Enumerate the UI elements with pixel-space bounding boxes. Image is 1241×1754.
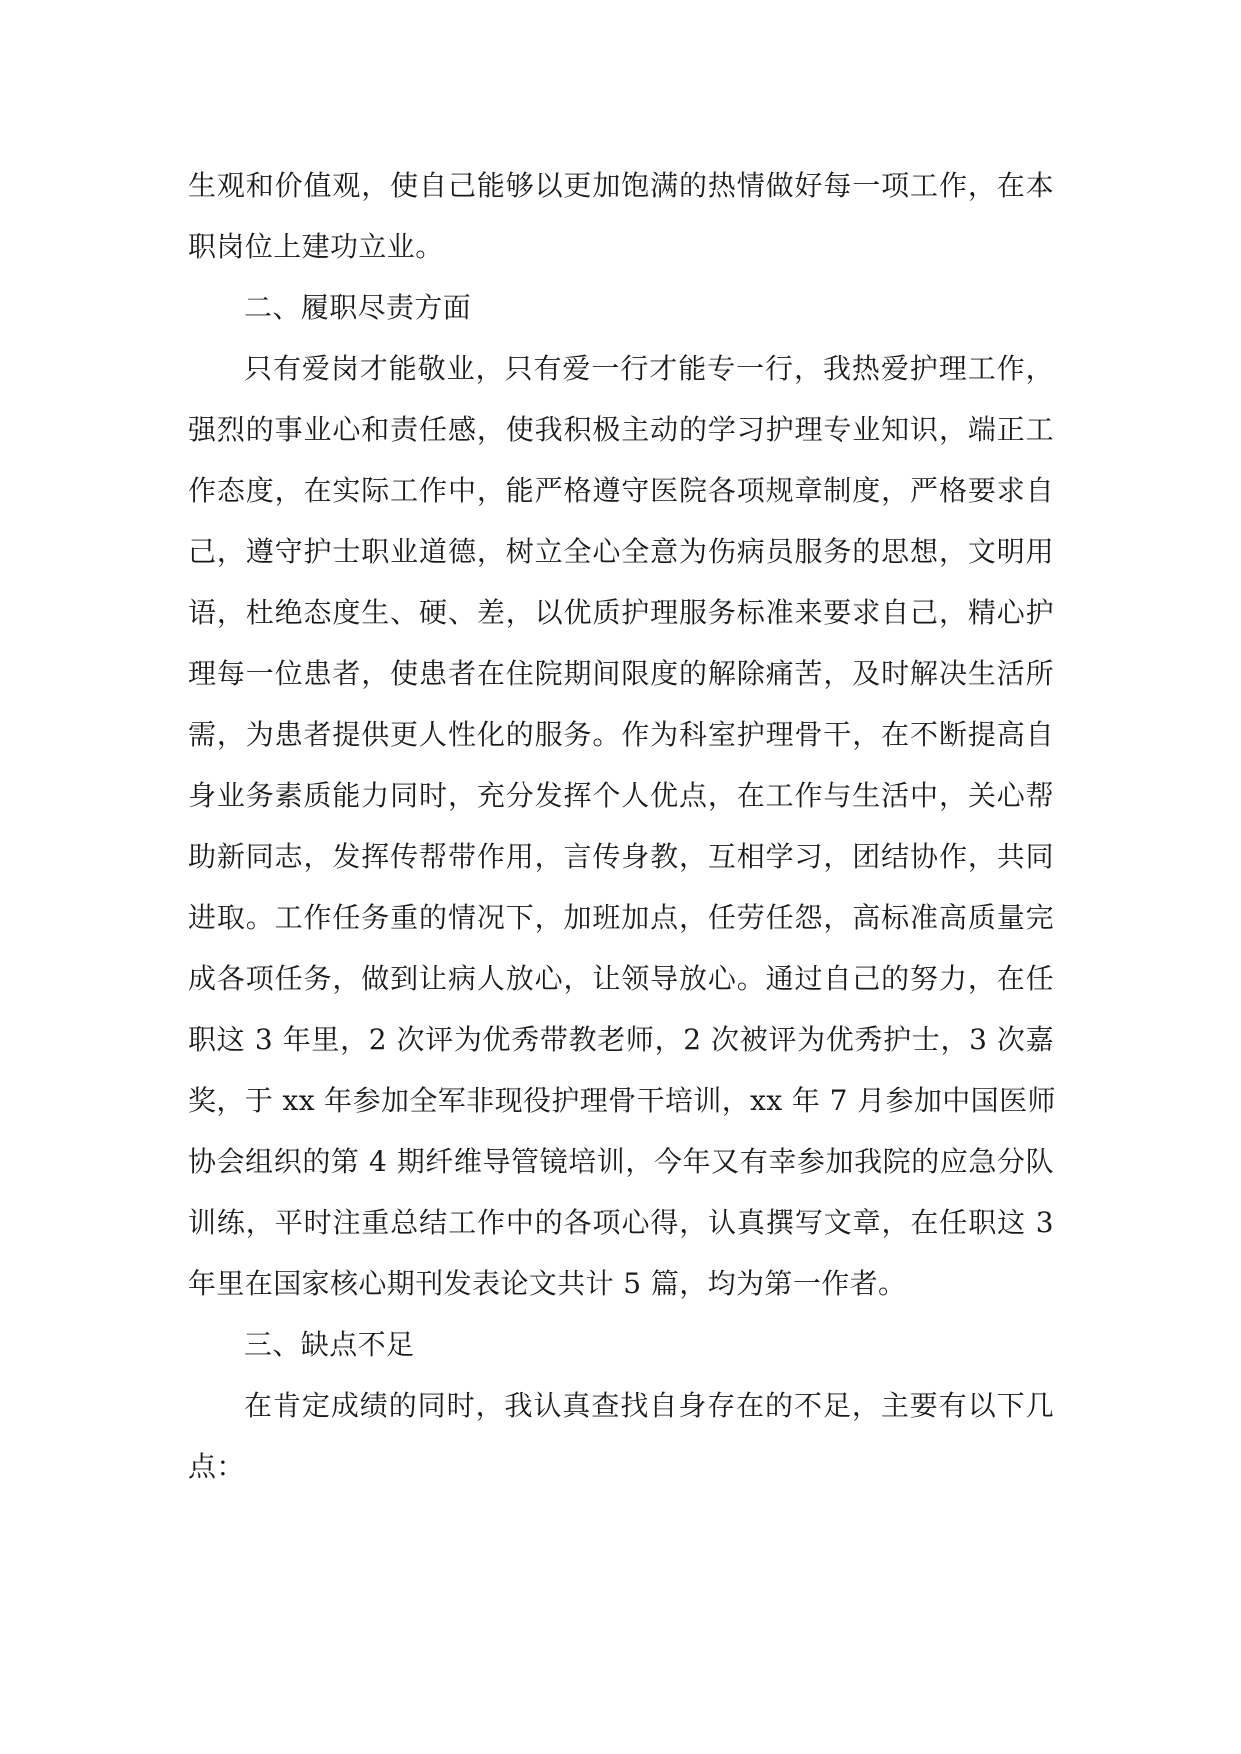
text-line: 进取。工作任务重的情况下，加班加点，任劳任怨，高标准高质量完: [188, 901, 1054, 934]
section-heading-shortcomings: [188, 1314, 1054, 1375]
heading-text: 三、缺点不足: [244, 1328, 415, 1361]
text-line: 职这 3 年里，2 次评为优秀带教老师，2 次被评为优秀护士，3 次嘉: [188, 1023, 1054, 1056]
text-line: 理每一位患者，使患者在住院期间限度的解除痛苦，及时解决生活所: [188, 657, 1054, 690]
text-line: 需，为患者提供更人性化的服务。作为科室护理骨干，在不断提高自: [188, 718, 1054, 751]
text-line: 职岗位上建功立业。: [188, 230, 444, 263]
text-line: 年里在国家核心期刊发表论文共计 5 篇，均为第一作者。: [188, 1267, 907, 1300]
text-line: 身业务素质能力同时，充分发挥个人优点，在工作与生活中，关心帮: [188, 779, 1054, 812]
text-line: 强烈的事业心和责任感，使我积极主动的学习护理专业知识，端正工: [188, 413, 1054, 446]
text-line: 成各项任务，做到让病人放心，让领导放心。通过自己的努力，在任: [188, 962, 1054, 995]
document-body: [188, 155, 1054, 1497]
paragraph-continuation: [188, 155, 1054, 277]
text-line: 协会组织的第 4 期纤维导管镜培训，今年又有幸参加我院的应急分队: [188, 1145, 1054, 1178]
section-heading-duties: [188, 277, 1054, 338]
text-line: 作态度，在实际工作中，能严格遵守医院各项规章制度，严格要求自: [188, 474, 1054, 507]
text-line: 语，杜绝态度生、硬、差，以优质护理服务标准来要求自己，精心护: [188, 596, 1054, 629]
text-line: 助新同志，发挥传帮带作用，言传身教，互相学习，团结协作，共同: [188, 840, 1054, 873]
text-line: 训练，平时注重总结工作中的各项心得，认真撰写文章，在任职这 3: [188, 1206, 1054, 1239]
paragraph-duties: [188, 338, 1054, 1314]
text-line: 生观和价值观，使自己能够以更加饱满的热情做好每一项工作，在本: [188, 169, 1054, 202]
text-line: 己，遵守护士职业道德，树立全心全意为伤病员服务的思想，文明用: [188, 535, 1054, 568]
paragraph-shortcomings: [188, 1375, 1054, 1497]
heading-text: 二、履职尽责方面: [244, 291, 472, 324]
text-line: 奖，于 xx 年参加全军非现役护理骨干培训，xx 年 7 月参加中国医师: [188, 1084, 1056, 1117]
text-line: 点：: [188, 1450, 245, 1483]
text-line: 只有爱岗才能敬业，只有爱一行才能专一行，我热爱护理工作，: [244, 352, 1054, 385]
text-line: 在肯定成绩的同时，我认真查找自身存在的不足，主要有以下几: [244, 1389, 1054, 1422]
